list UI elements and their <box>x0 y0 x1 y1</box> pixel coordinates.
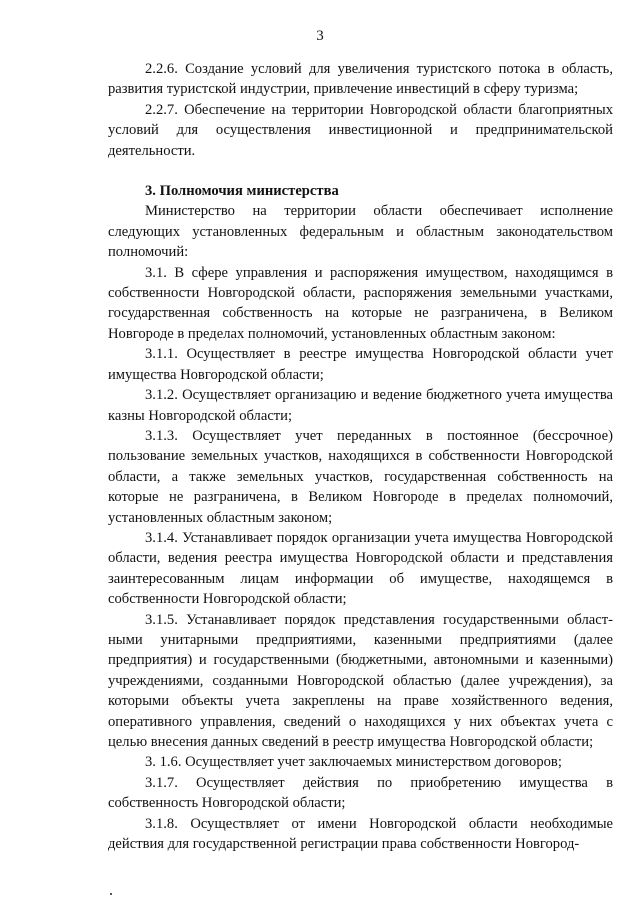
paragraph-3-1-8: 3.1.8. Осуществляет от имени Новгородской области необходимые действия для государственной регистрации права собственности Новгород- <box>108 815 613 853</box>
paragraph-3-1-7: 3.1.7. Осуществляет действия по приобретению имущества в собственность Новгородской области; <box>108 774 613 812</box>
paragraph-3-1-1: 3.1.1. Осуществляет в реестре имущества Новгородской области учет имущества Новгородской области; <box>108 346 613 383</box>
document-body <box>108 59 613 854</box>
paragraph-3-intro: Министерство на территории области обеспечивает исполнение следующих установленных федеральным и областным законодательством полномочий: <box>108 203 613 261</box>
scan-artifact-dot <box>110 893 112 895</box>
section-heading: 3. Полномочия министерства <box>145 183 339 200</box>
paragraph-3-1: 3.1. В сфере управления и распоряжения имуществом, находящимся в собственности Новгородской области, распоряжения земельными участками, государственная собственность на которые не разграничена, в Великом Новгороде в пределах полномочий, установленных областным законом: <box>108 264 613 342</box>
paragraph-3-1-3: 3.1.3. Осуществляет учет переданных в постоянное (бессрочное) пользование земельных участков, находящихся в собственности Новгородской области, а также земельных участков, государственная собственность на которые не разграничена, в Великом Новгороде в пределах полномочий, установленных областным законом; <box>108 427 613 526</box>
paragraph-3-1-4: 3.1.4. Устанавливает порядок организации учета имущества Новгородской области, ведения реестра имущества Новгородской области и представления заинтересованным лицам информации об имуществе, находящемся в собственности Новгородской области; <box>108 529 613 608</box>
paragraph-2-2-7: 2.2.7. Обеспечение на территории Новгородской области благоприятных условий для осуществления инвестиционной и предпринимательской деятельности. <box>108 101 613 159</box>
paragraph-2-2-6: 2.2.6. Создание условий для увеличения туристского потока в область, развития туристской индустрии, привлечение инвестиций в сферу туризма; <box>108 61 613 98</box>
paragraph-3-1-6: 3. 1.6. Осуществляет учет заключаемых министерством договоров; <box>145 754 562 771</box>
paragraph-3-1-5: 3.1.5. Устанавливает порядок представления государственными областными унитарными предприятиями, казенными предприятиями (далее предприятия) и государственными (бюджетными, автономными и казенными) учреждениями, созданными Новгородской областью (далее учреждения), за которыми объекты учета закреплены на праве хозяйственного ведения, оперативного управления, сведений о находящихся у них объектах учета с целью внесения данных сведений в реестр имущества Новгородской области; <box>108 611 613 750</box>
page-number: 3 <box>316 28 324 44</box>
paragraph-3-1-2: 3.1.2. Осуществляет организацию и ведение бюджетного учета имущества казны Новгородской области; <box>108 387 613 424</box>
